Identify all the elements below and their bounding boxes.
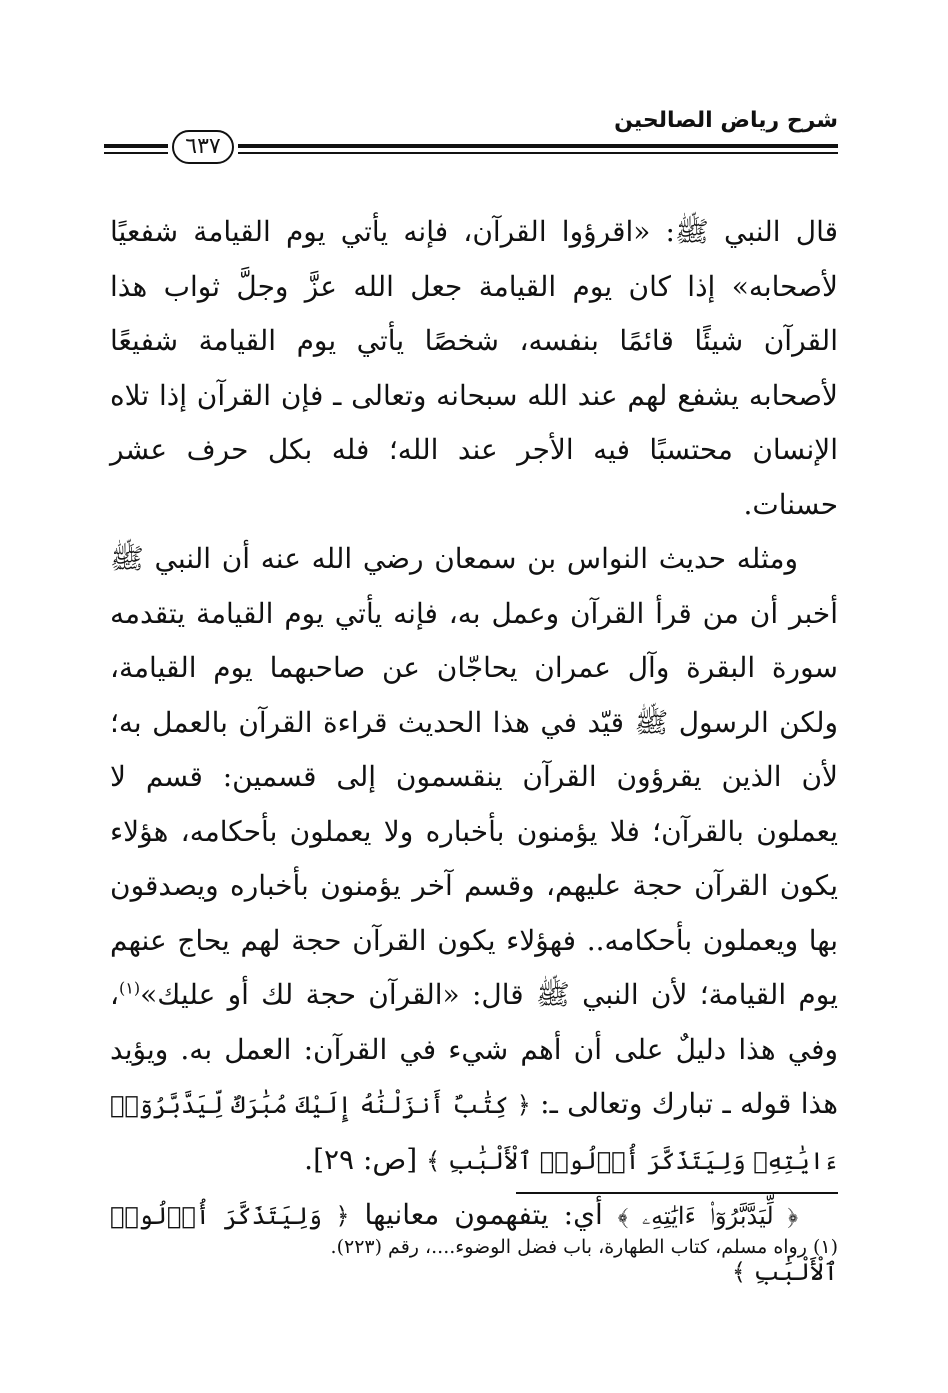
quran-verse-excerpt: ﴿ وَلِيَتَذَكَّرَ أُو۟لُوا۟ ٱلْأَلْبَٰبِ ﴾	[110, 1202, 838, 1286]
paragraph-3-text: أي: يتفهمون معانيها	[349, 1198, 618, 1231]
paragraph-1: قال النبي ﷺ: «اقرؤوا القرآن، فإنه يأتي يوم القيامة شفعيًا لأصحابه» إذا كان يوم القيامة جعل الله عزَّ وجلَّ ثواب هذا القرآن شيئًا قائمًا بنفسه، شخصًا يأتي يوم القيامة شفيعًا لأصحابه يشفع لهم عند الله سبحانه وتعالى ـ فإن القرآن إذا تلاه الإنسان محتسبًا فيه الأجر عند الله؛ فله بكل حرف عشر حسنات.	[110, 215, 838, 521]
header-rule-thin	[238, 152, 838, 154]
running-title: شرح رياض الصالحين	[614, 108, 838, 133]
verse-reference: [ص: ٢٩].	[304, 1142, 427, 1176]
quran-verse: ﴿ كِتَٰبٌ أَنزَلْنَٰهُ إِلَيْكَ مُبَٰرَكٌ لِّيَدَّبَّرُوٓا۟ ءَايَٰتِهِۦ وَلِيَتَذَكَّرَ أُو۟لُوا۟ ٱلْأَلْبَٰبِ ﴾	[110, 1091, 838, 1175]
header-rule-right	[238, 138, 838, 160]
header-rule-left	[104, 138, 168, 160]
footnote: (١) رواه مسلم، كتاب الطهارة، باب فضل الوضوء....، رقم (٢٢٣).	[330, 1236, 838, 1258]
paragraph-2	[110, 532, 838, 1188]
footnote-marker[interactable]: (١)	[119, 978, 141, 998]
footnote-divider	[516, 1192, 838, 1194]
paragraph-2-text: ومثله حديث النواس بن سمعان رضي الله عنه أن النبي ﷺ أخبر أن من قرأ القرآن وعمل به، فإنه يأتي يوم القيامة يتقدمه سورة البقرة وآل عمران يحاجّان عن صاحبهما يوم القيامة، ولكن الرسول ﷺ قيّد في هذا الحديث قراءة القرآن بالعمل به؛ لأن الذين يقرؤون القرآن ينقسمون إلى قسمين: قسم لا يعملون بالقرآن؛ فلا يؤمنون بأخباره ولا يعملون بأحكامه، هؤلاء يكون القرآن حجة عليهم، وقسم آخر يؤمنون بأخباره ويصدقون بها ويعملون بأحكامه.. فهؤلاء يكون القرآن حجة لهم يحاج عنهم يوم القيامة؛ لأن النبي ﷺ قال: «القرآن حجة لك أو عليك»	[110, 542, 839, 1011]
header-rule-thin	[104, 152, 168, 154]
paragraph-2-text-cont: ، وفي هذا دليلٌ على أن أهم شيء في القرآن: العمل به. ويؤيد هذا قوله ـ تبارك وتعالى ـ:	[110, 978, 838, 1120]
header-rule-thick	[238, 144, 838, 148]
page-number: ٦٣٧	[172, 130, 234, 164]
main-text	[110, 205, 838, 1299]
header-rule-thick	[104, 144, 168, 148]
quran-verse-excerpt: ﴿ لِّيَدَّبَّرُوٓا۟ ءَايَٰتِهِۦ ﴾	[617, 1202, 798, 1230]
